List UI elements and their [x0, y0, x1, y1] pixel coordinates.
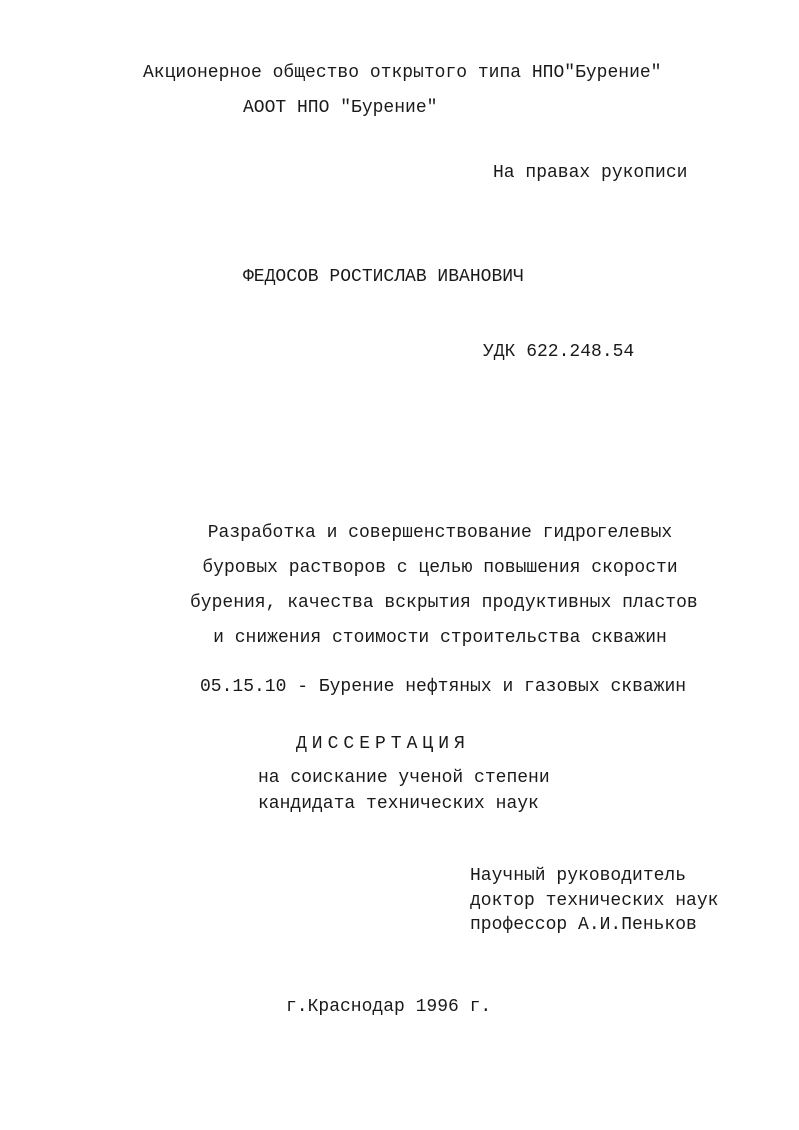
udk-code: УДК 622.248.54 — [483, 342, 635, 362]
title-line-3: бурения, качества вскрытия продуктивных пластов — [190, 593, 698, 613]
dissertation-title — [190, 516, 698, 656]
organization-full-name: Акционерное общество открытого типа НПО"Бурение" — [143, 63, 662, 83]
place-and-year: г.Краснодар 1996 г. — [286, 997, 492, 1017]
title-line-2: буровых растворов с целью повышения скорости — [202, 558, 678, 578]
organization-short-name: АООТ НПО "Бурение" — [243, 98, 438, 118]
document-type-heading: ДИССЕРТАЦИЯ — [296, 734, 470, 754]
title-line-4: и снижения стоимости строительства скважин — [213, 628, 667, 648]
supervisor-name: профессор А.И.Пеньков — [470, 915, 697, 935]
degree-line-1: на соискание ученой степени — [258, 768, 550, 788]
specialty-code: 05.15.10 - Бурение нефтяных и газовых скважин — [200, 677, 687, 697]
title-line-1: Разработка и совершенствование гидрогелевых — [207, 523, 673, 543]
author-name: ФЕДОСОВ РОСТИСЛАВ ИВАНОВИЧ — [243, 267, 524, 287]
degree-line-2: кандидата технических наук — [258, 794, 539, 814]
supervisor-degree: доктор технических наук — [470, 891, 719, 911]
manuscript-rights-note: На правах рукописи — [493, 163, 688, 183]
supervisor-role: Научный руководитель — [470, 866, 687, 886]
